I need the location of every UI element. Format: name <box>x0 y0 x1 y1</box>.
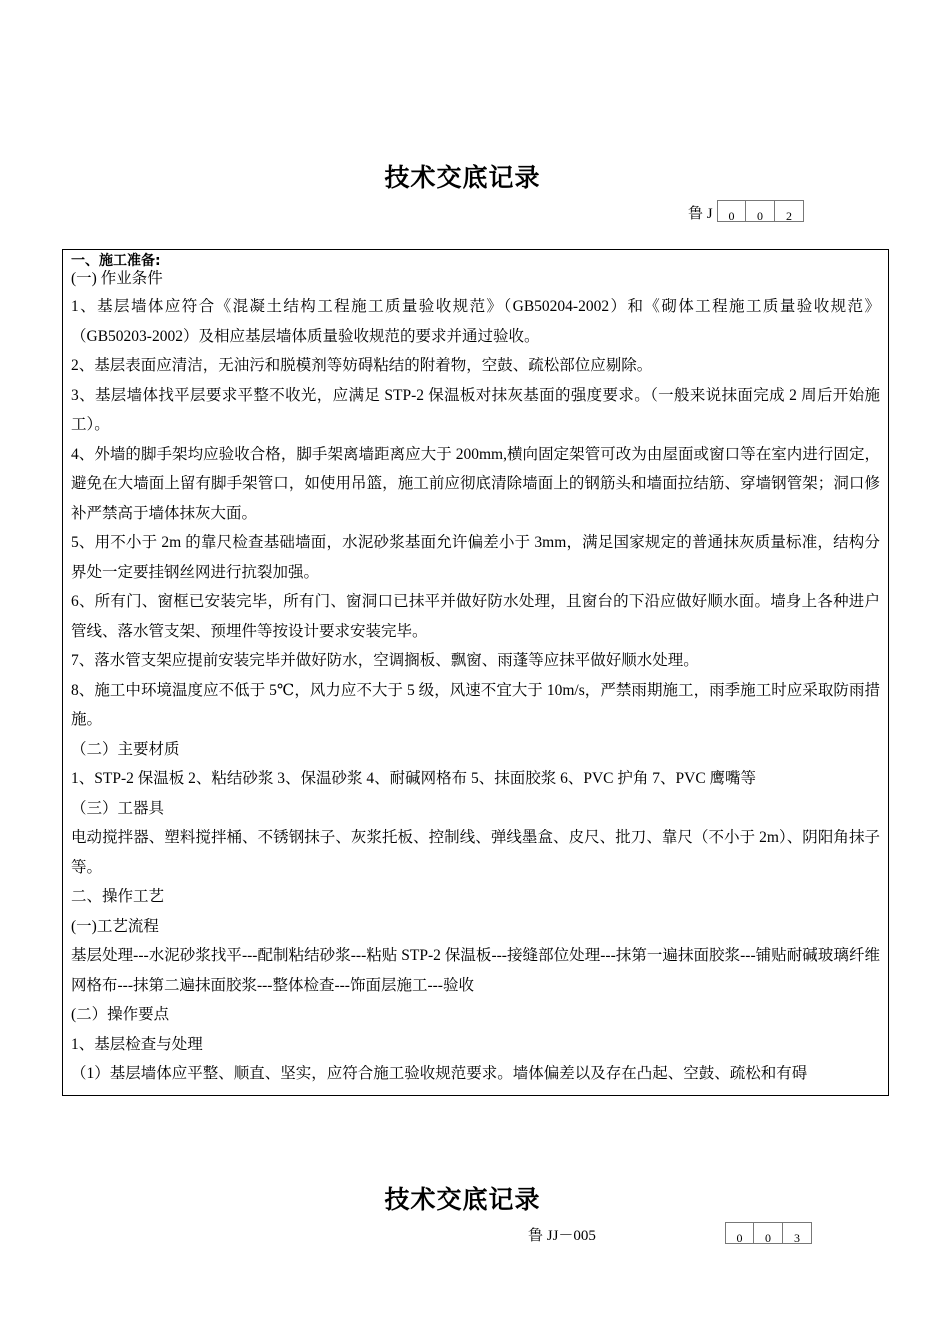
subsection-heading: (一) 作业条件 <box>71 270 163 287</box>
process-flow: 基层处理---水泥砂浆找平---配制粘结砂浆---粘贴 STP-2 保温板---接缝部位处理---抹第一遍抹面胶浆---铺贴耐碱玻璃纤维网格布---抹第二遍抹面胶浆---整体检查---饰面层施工---验收 <box>71 947 880 994</box>
list-item: 7、落水管支架应提前安装完毕并做好防水，空调搁板、飘窗、雨蓬等应抹平做好顺水处理。 <box>71 652 699 669</box>
list-item: （1）基层墙体应平整、顺直、坚实，应符合施工验收规范要求。墙体偏差以及存在凸起、空鼓、疏松和有碍 <box>71 1065 808 1082</box>
number-box: 0 <box>754 1222 783 1244</box>
subsection-heading: (二）操作要点 <box>71 1006 170 1023</box>
subsection-heading: （三）工器具 <box>71 799 165 817</box>
disclosure-content-box <box>62 249 889 1096</box>
list-item: 8、施工中环境温度应不低于 5℃，风力应不大于 5 级，风速不宜大于 10m/s，严禁雨期施工，雨季施工时应采取防雨措施。 <box>71 681 880 728</box>
number-box: 2 <box>775 200 804 222</box>
list-item: 2、基层表面应清洁，无油污和脱模剂等妨碍粘结的附着物，空鼓、疏松部位应剔除。 <box>71 357 653 374</box>
document-code-prefix: 鲁 J <box>688 206 713 222</box>
number-box: 3 <box>783 1222 812 1244</box>
document-number-boxes <box>717 200 804 222</box>
list-item: 5、用不小于 2m 的靠尺检查基础墙面，水泥砂浆基面允许偏差小于 3mm，满足国家规定的普通抹灰质量标准，结构分界处一定要挂钢丝网进行抗裂加强。 <box>71 534 880 581</box>
subsection-heading: (一)工艺流程 <box>71 917 159 935</box>
list-item: 3、基层墙体找平层要求平整不收光，应满足 STP-2 保温板对抹灰基面的强度要求。（一般来说抹面完成 2 周后开始施工）。 <box>71 386 880 433</box>
section-heading: 二、操作工艺 <box>71 888 165 905</box>
list-item: 1、基层墙体应符合《混凝土结构工程施工质量验收规范》（GB50204-2002）和《砌体工程施工质量验收规范》（GB50203-2002）及相应基层墙体质量验收规范的要求并通过验收。 <box>71 298 880 345</box>
number-box: 0 <box>717 200 746 222</box>
list-item: 6、所有门、窗框已安装完毕，所有门、窗洞口已抹平并做好防水处理，且窗台的下沿应做好顺水面。墙身上各种进户管线、落水管支架、预埋件等按设计要求安装完毕。 <box>71 593 880 640</box>
subsection-heading: （二）主要材质 <box>71 740 180 758</box>
list-item: 4、外墙的脚手架均应验收合格，脚手架离墙距离应大于 200mm,横向固定架管可改为由屋面或窗口等在室内进行固定，避免在大墙面上留有脚手架管口，如使用吊篮，施工前应彻底清除墙面上的钢筋头和墙面拉结筋、穿墙钢管架；洞口修补严禁高于墙体抹灰大面。 <box>71 445 880 522</box>
list-item: 1、基层检查与处理 <box>71 1035 203 1053</box>
page-title: 技术交底记录 <box>384 1185 541 1214</box>
number-box: 0 <box>725 1222 754 1244</box>
document-number-boxes <box>725 1222 812 1244</box>
page-title: 技术交底记录 <box>384 163 541 192</box>
number-box: 0 <box>746 200 775 222</box>
tools-list: 电动搅拌器、塑料搅拌桶、不锈钢抹子、灰浆托板、控制线、弹线墨盒、皮尺、批刀、靠尺（不小于 2m）、阴阳角抹子等。 <box>71 829 880 876</box>
materials-list: 1、STP-2 保温板 2、粘结砂浆 3、保温砂浆 4、耐碱网格布 5、抹面胶浆 6、PVC 护角 7、PVC 鹰嘴等 <box>71 770 757 787</box>
section-heading: 一、施工准备: <box>71 253 161 269</box>
document-code-label: 鲁 JJ－005 <box>528 1228 596 1244</box>
